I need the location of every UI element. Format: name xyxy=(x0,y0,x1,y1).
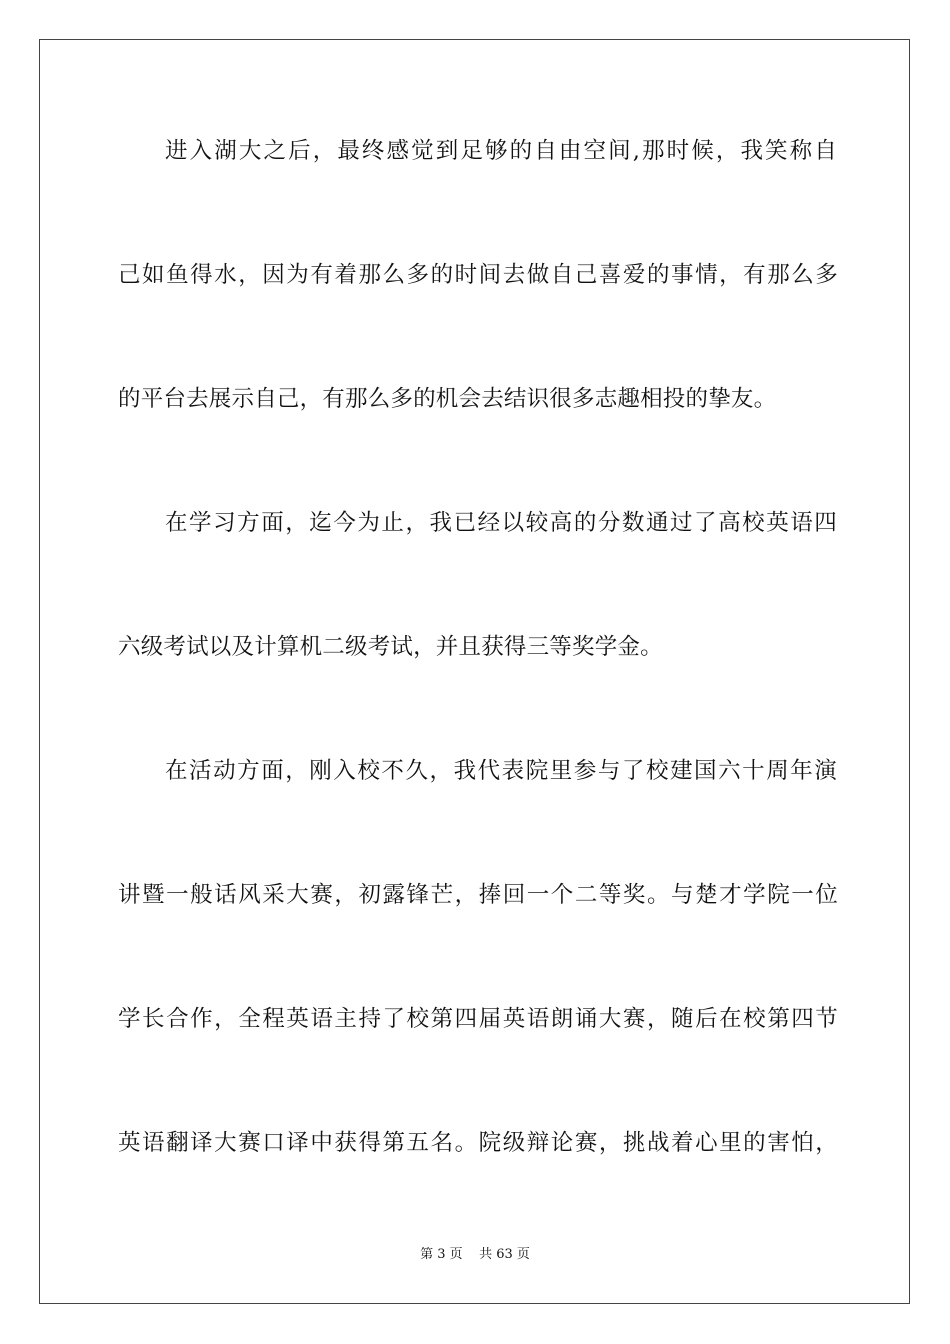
paragraph-3-line-4: 英语翻译大赛口译中获得第五名。院级辩论赛，挑战着心里的害怕， xyxy=(118,1130,838,1156)
page-border xyxy=(39,39,910,1304)
paragraph-3-line-3: 学长合作，全程英语主持了校第四届英语朗诵大赛，随后在校第四节 xyxy=(118,1006,838,1032)
paragraph-1-line-2: 己如鱼得水，因为有着那么多的时间去做自己喜爱的事情，有那么多 xyxy=(118,262,838,288)
paragraph-2-line-1: 在学习方面，迄今为止，我已经以较高的分数通过了高校英语四 xyxy=(165,510,837,536)
paragraph-2-line-2: 六级考试以及计算机二级考试，并且获得三等奖学金。 xyxy=(118,634,663,660)
paragraph-1-line-1: 进入湖大之后，最终感觉到足够的自由空间,那时候，我笑称自 xyxy=(165,138,837,164)
paragraph-3-line-1: 在活动方面，刚入校不久，我代表院里参与了校建国六十周年演 xyxy=(165,758,837,784)
page-number-footer: 第 3 页 共 63 页 xyxy=(420,1247,530,1262)
paragraph-1-line-3: 的平台去展示自己，有那么多的机会去结识很多志趣相投的挚友。 xyxy=(118,386,777,412)
paragraph-3-line-2: 讲暨一般话风采大赛，初露锋芒，捧回一个二等奖。与楚才学院一位 xyxy=(118,882,838,908)
